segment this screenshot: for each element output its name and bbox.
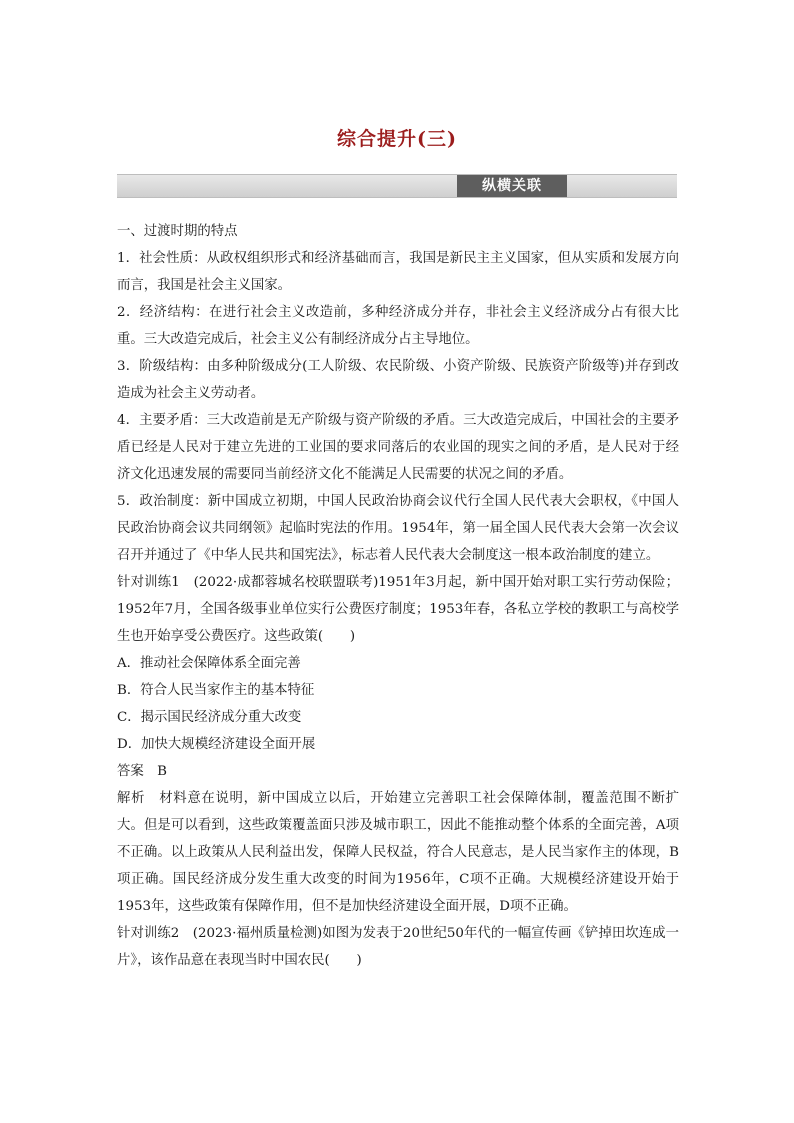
analysis-1: 解析 材料意在说明，新中国成立以后，开始建立完善职工社会保障体制，覆盖范围不断扩大。但是可以看到，这些政策覆盖面只涉及城市职工，因此不能推动整个体系的全面完善，A项不正确。以上政策从人民利益出发，保障人民权益，符合人民意志，是人民当家作主的体现，B项正确。国民经济成分发生重大改变的时间为1956年，C项不正确。大规模经济建设开始于1953年，这些政策有保障作用，但不是加快经济建设全面开展，D项不正确。 (117, 791, 679, 914)
section-heading: 一、过渡时期的特点 (117, 224, 238, 239)
document-body (117, 218, 679, 974)
section-header-bar (117, 174, 677, 198)
option-c: C．揭示国民经济成分重大改变 (117, 710, 302, 725)
option-a: A．推动社会保障体系全面完善 (117, 656, 301, 671)
paragraph-social-nature: 1．社会性质：从政权组织形式和经济基础而言，我国是新民主主义国家，但从实质和发展方向而言，我国是社会主义国家。 (117, 251, 679, 293)
paragraph-political-system: 5．政治制度：新中国成立初期，中国人民政治协商会议代行全国人民代表大会职权，《中国人民政治协商会议共同纲领》起临时宪法的作用。1954年，第一届全国人民代表大会第一次会议召开并通过了《中华人民共和国宪法》，标志着人民代表大会制度这一根本政治制度的建立。 (117, 494, 679, 563)
answer-1: 答案 B (117, 764, 168, 779)
option-d: D．加快大规模经济建设全面开展 (117, 737, 316, 752)
paragraph-class-structure: 3．阶级结构：由多种阶级成分(工人阶级、农民阶级、小资产阶级、民族资产阶级等)并存到改造成为社会主义劳动者。 (117, 359, 679, 401)
question-1: 针对训练1 (2022·成都蓉城名校联盟联考)1951年3月起，新中国开始对职工实行劳动保险；1952年7月，全国各级事业单位实行公费医疗制度；1953年春，各私立学校的教职工与高校学生也开始享受公费医疗。这些政策( ) (117, 575, 679, 644)
page-title: 综合提升(三) (337, 128, 457, 150)
option-b: B．符合人民当家作主的基本特征 (117, 683, 315, 698)
question-2: 针对训练2 (2023·福州质量检测)如图为发表于20世纪50年代的一幅宣传画《铲掉田坎连成一片》，该作品意在表现当时中国农民( ) (117, 926, 679, 968)
paragraph-economic-structure: 2．经济结构：在进行社会主义改造前，多种经济成分并存，非社会主义经济成分占有很大比重。三大改造完成后，社会主义公有制经济成分占主导地位。 (117, 305, 679, 347)
section-label: 纵横关联 (457, 175, 567, 197)
paragraph-main-contradiction: 4．主要矛盾：三大改造前是无产阶级与资产阶级的矛盾。三大改造完成后，中国社会的主要矛盾已经是人民对于建立先进的工业国的要求同落后的农业国的现实之间的矛盾，是人民对于经济文化迅速发展的需要同当前经济文化不能满足人民需要的状况之间的矛盾。 (117, 413, 679, 482)
